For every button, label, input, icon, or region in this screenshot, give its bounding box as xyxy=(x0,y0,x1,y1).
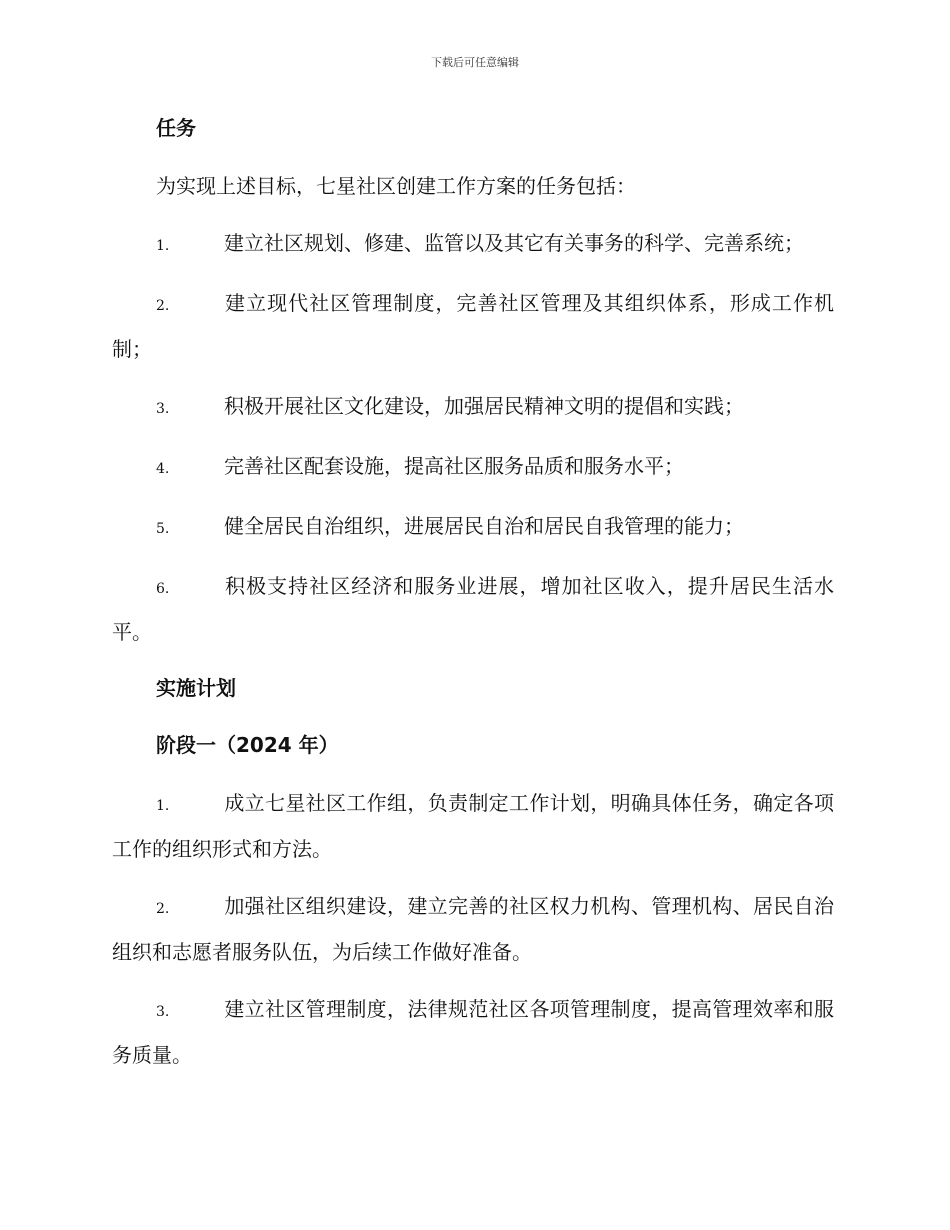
list-item-text: 建立社区规划、修建、监管以及其它有关事务的科学、完善系统； xyxy=(224,231,804,255)
task-item xyxy=(112,445,834,491)
list-number: 2. xyxy=(156,298,170,314)
section-heading-tasks: 任务 xyxy=(156,116,196,140)
list-number: 1. xyxy=(156,798,170,814)
list-number: 1. xyxy=(156,238,170,254)
phase-item xyxy=(112,782,834,871)
section-heading-plan: 实施计划 xyxy=(156,676,236,700)
tasks-intro: 为实现上述目标，七星社区创建工作方案的任务包括： xyxy=(156,174,636,198)
list-item-text: 成立七星社区工作组，负责制定工作计划，明确具体任务，确定各项工作的组织形式和方法。 xyxy=(112,791,834,861)
list-number: 6. xyxy=(156,581,170,597)
page-header: 下载后可任意编辑 xyxy=(431,56,519,69)
task-item xyxy=(112,565,834,654)
list-number: 4. xyxy=(156,461,170,477)
list-item-text: 积极支持社区经济和服务业进展，增加社区收入，提升居民生活水平。 xyxy=(112,574,834,644)
list-item-text: 健全居民自治组织，进展居民自治和居民自我管理的能力； xyxy=(224,514,744,538)
list-item-text: 加强社区组织建设，建立完善的社区权力机构、管理机构、居民自治组织和志愿者服务队伍，为后续工作做好准备。 xyxy=(112,894,834,964)
task-item xyxy=(112,385,834,431)
list-number: 3. xyxy=(156,1004,170,1020)
list-number: 2. xyxy=(156,901,170,917)
list-number: 5. xyxy=(156,521,170,537)
list-item-text: 积极开展社区文化建设，加强居民精神文明的提倡和实践； xyxy=(224,394,744,418)
list-item-text: 建立社区管理制度，法律规范社区各项管理制度，提高管理效率和服务质量。 xyxy=(112,997,834,1067)
phase-item xyxy=(112,885,834,974)
list-item-text: 建立现代社区管理制度，完善社区管理及其组织体系，形成工作机制； xyxy=(112,291,834,361)
task-item xyxy=(112,505,834,551)
phase-heading: 阶段一（2024 年） xyxy=(156,733,339,757)
list-item-text: 完善社区配套设施，提高社区服务品质和服务水平； xyxy=(224,454,684,478)
task-item xyxy=(112,282,834,371)
phase-item xyxy=(112,988,834,1077)
list-number: 3. xyxy=(156,401,170,417)
document-body xyxy=(112,108,834,1091)
task-item xyxy=(112,222,834,268)
